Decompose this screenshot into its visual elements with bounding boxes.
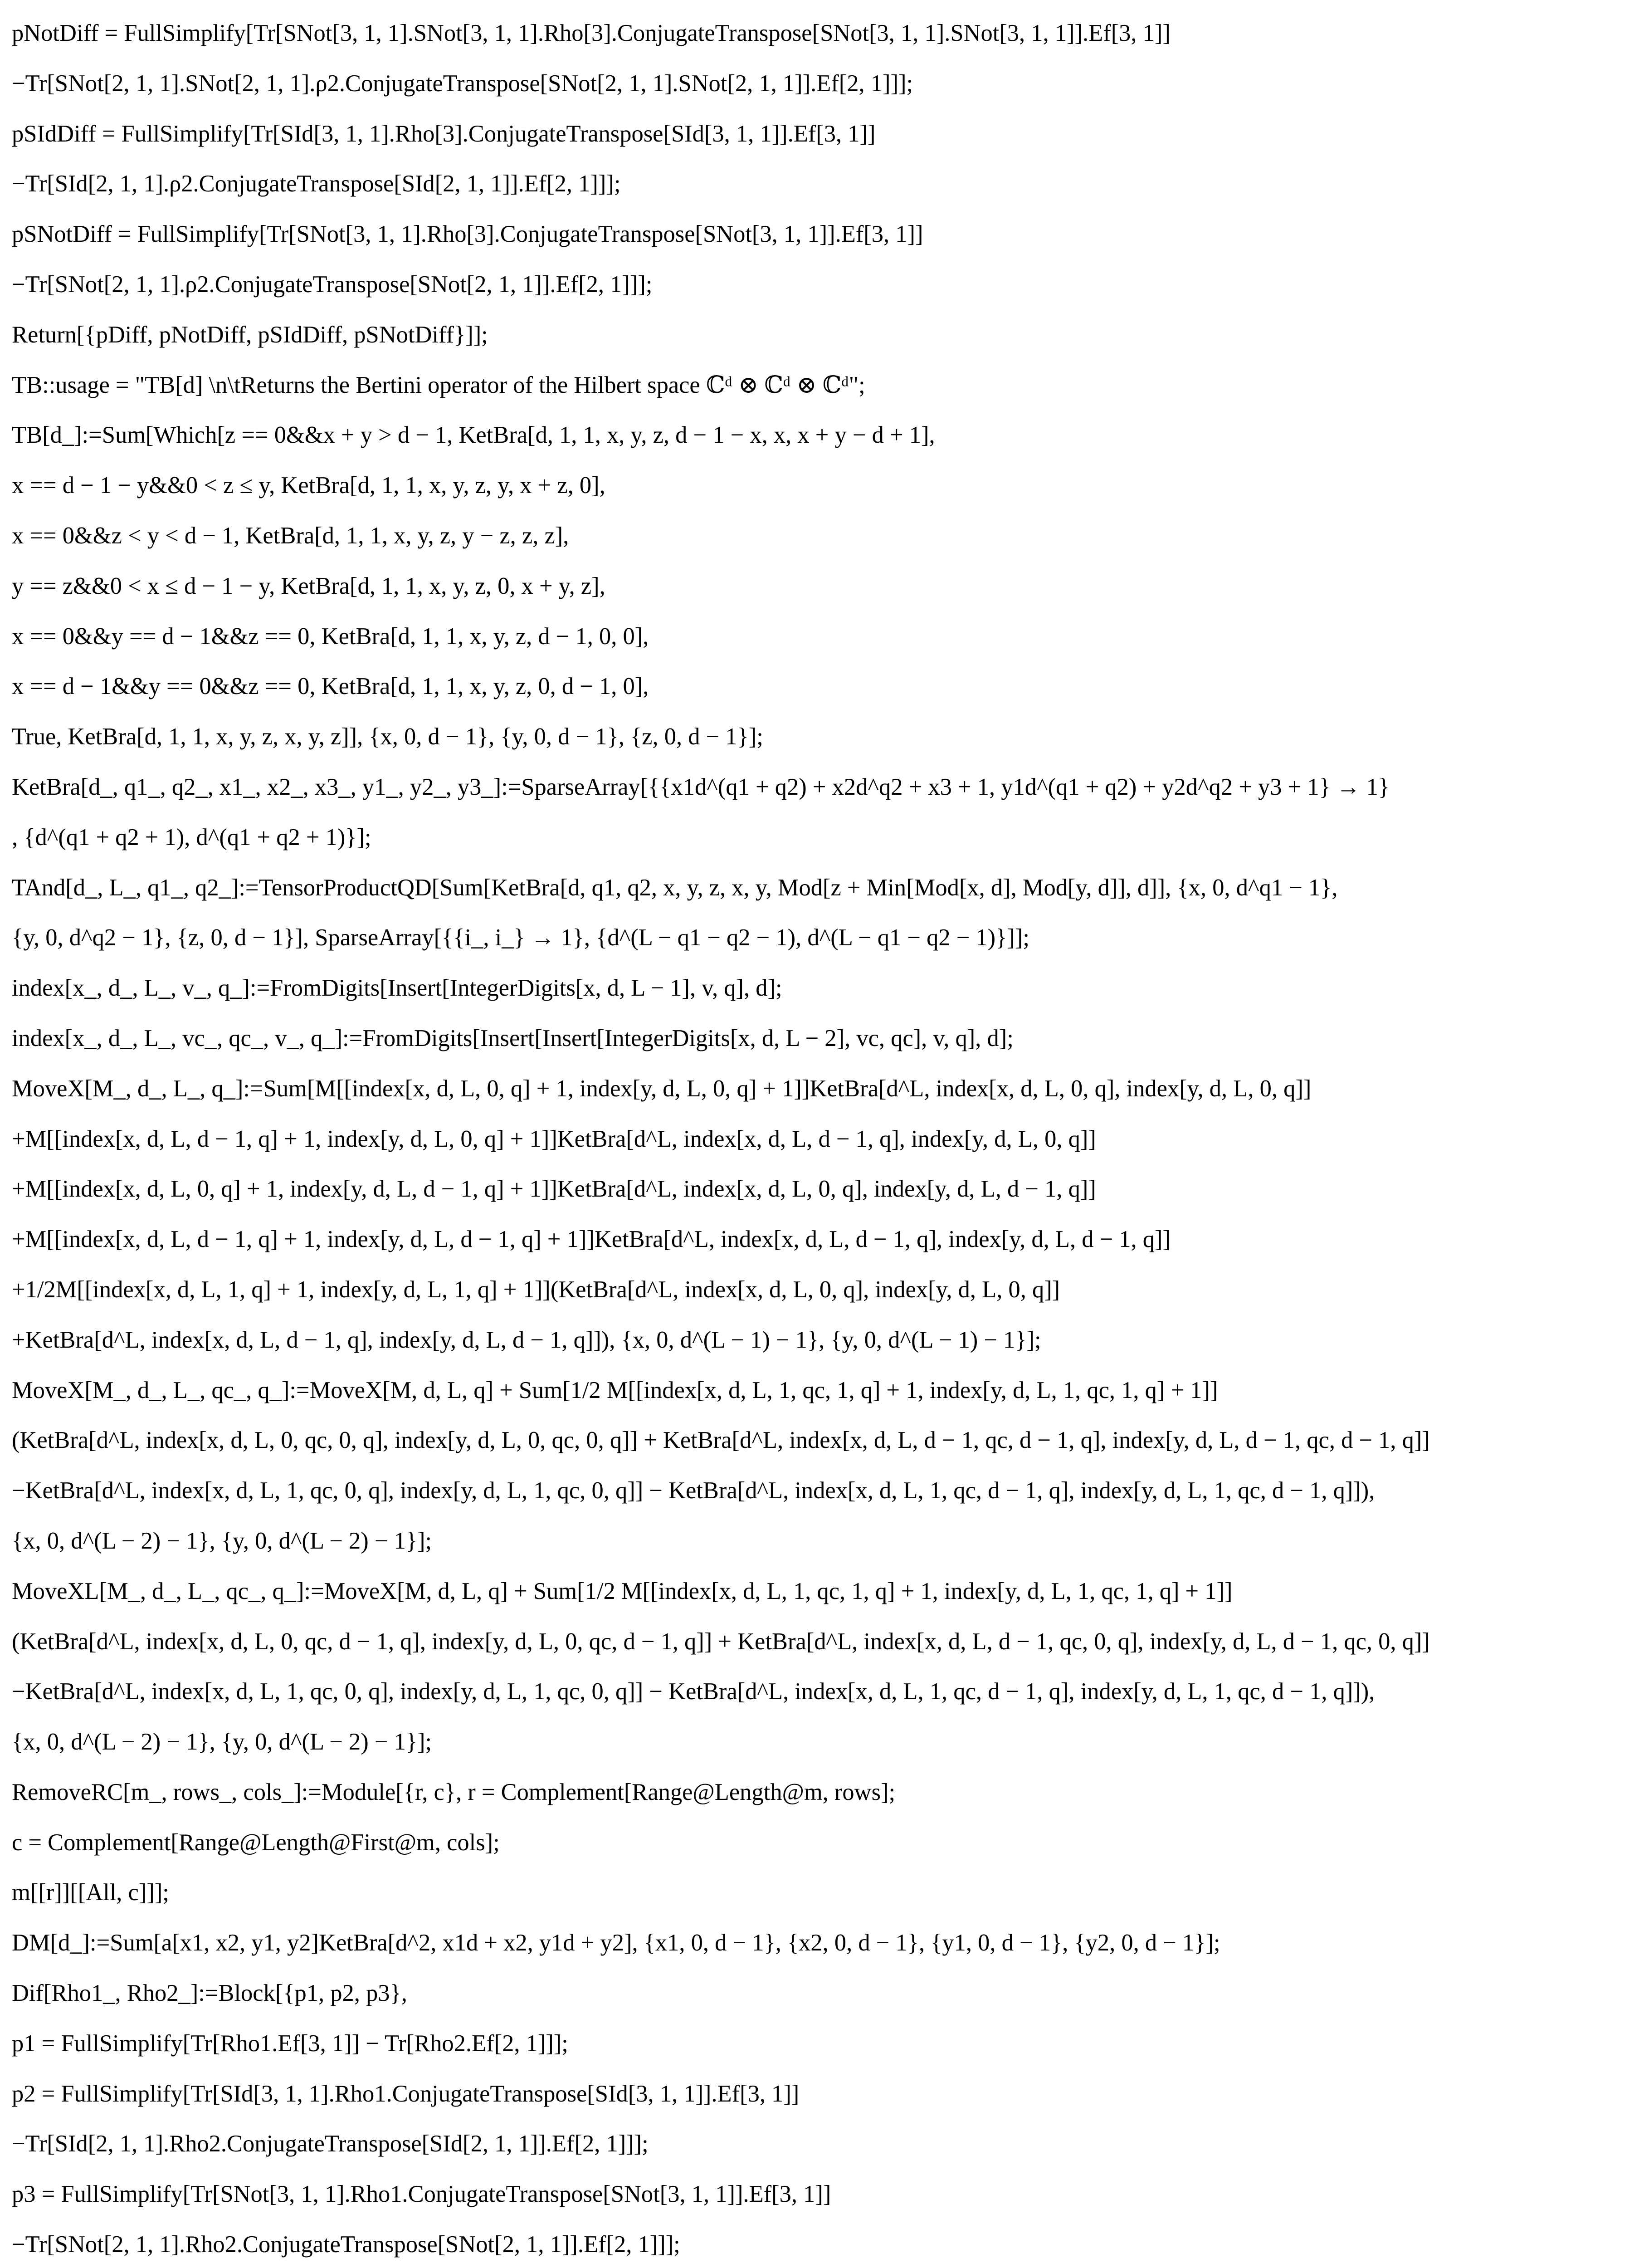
code-line: m[[r]][[All, c]]];	[12, 1879, 169, 1906]
code-line: DM[d_]:=Sum[a[x1, x2, y1, y2]KetBra[d^2, x1d + x2, y1d + y2], {x1, 0, d − 1}, {x2, 0, d − 1}, {y1, 0, d − 1}, {y2, 0, d − 1}];	[12, 1930, 1220, 1956]
code-line: Dif[Rho1_, Rho2_]:=Block[{p1, p2, p3},	[12, 1980, 407, 2007]
code-line: c = Complement[Range@Length@First@m, cols];	[12, 1829, 500, 1856]
code-line: Return[{pDiff, pNotDiff, pSIdDiff, pSNotDiff}]];	[12, 321, 488, 348]
code-line: +KetBra[d^L, index[x, d, L, d − 1, q], index[y, d, L, d − 1, q]]), {x, 0, d^(L − 1) − 1}, {y, 0, d^(L − 1) − 1}];	[12, 1326, 1041, 1353]
code-line: +1/2M[[index[x, d, L, 1, q] + 1, index[y, d, L, 1, q] + 1]](KetBra[d^L, index[x, d, L, 0, q], index[y, d, L, 0, q]]	[12, 1276, 1060, 1303]
code-line: MoveX[M_, d_, L_, q_]:=Sum[M[[index[x, d, L, 0, q] + 1, index[y, d, L, 0, q] + 1]]KetBra[d^L, index[x, d, L, 0, q], index[y, d, L, 0, q]]	[12, 1075, 1312, 1102]
code-line: pSNotDiff = FullSimplify[Tr[SNot[3, 1, 1].Rho[3].ConjugateTranspose[SNot[3, 1, 1]].Ef[3, 1]]	[12, 221, 923, 248]
code-line: x == 0&&y == d − 1&&z == 0, KetBra[d, 1, 1, x, y, z, d − 1, 0, 0],	[12, 623, 649, 650]
code-line: index[x_, d_, L_, v_, q_]:=FromDigits[Insert[IntegerDigits[x, d, L − 1], v, q], d];	[12, 975, 782, 1002]
code-line: True, KetBra[d, 1, 1, x, y, z, x, y, z]], {x, 0, d − 1}, {y, 0, d − 1}, {z, 0, d − 1}];	[12, 723, 763, 750]
code-line: p1 = FullSimplify[Tr[Rho1.Ef[3, 1]] − Tr[Rho2.Ef[2, 1]]];	[12, 2030, 568, 2057]
code-line: {y, 0, d^q2 − 1}, {z, 0, d − 1}], SparseArray[{{i_, i_} → 1}, {d^(L − q1 − q2 − 1), d^(L − q1 − q2 − 1)}]];	[12, 924, 1029, 951]
code-line: −KetBra[d^L, index[x, d, L, 1, qc, 0, q], index[y, d, L, 1, qc, 0, q]] − KetBra[d^L, index[x, d, L, 1, qc, d − 1, q], index[y, d, L, 1, qc, d − 1, q]]),	[12, 1477, 1375, 1504]
code-line: −Tr[SNot[2, 1, 1].Rho2.ConjugateTranspose[SNot[2, 1, 1]].Ef[2, 1]]];	[12, 2231, 680, 2258]
code-line: MoveXL[M_, d_, L_, qc_, q_]:=MoveX[M, d, L, q] + Sum[1/2 M[[index[x, d, L, 1, qc, 1, q] + 1, index[y, d, L, 1, qc, 1, q] + 1]]	[12, 1578, 1233, 1604]
code-line: −Tr[SId[2, 1, 1].Rho2.ConjugateTranspose[SId[2, 1, 1]].Ef[2, 1]]];	[12, 2131, 649, 2157]
code-line: −Tr[SNot[2, 1, 1].SNot[2, 1, 1].ρ2.ConjugateTranspose[SNot[2, 1, 1].SNot[2, 1, 1]].Ef[2, 1]]];	[12, 70, 913, 97]
code-line: x == d − 1 − y&&0 < z ≤ y, KetBra[d, 1, 1, x, y, z, y, x + z, 0],	[12, 472, 605, 499]
code-line: RemoveRC[m_, rows_, cols_]:=Module[{r, c}, r = Complement[Range@Length@m, rows];	[12, 1779, 896, 1805]
code-line: pSIdDiff = FullSimplify[Tr[SId[3, 1, 1].Rho[3].ConjugateTranspose[SId[3, 1, 1]].Ef[3, 1]]	[12, 120, 876, 147]
code-line: x == 0&&z < y < d − 1, KetBra[d, 1, 1, x, y, z, y − z, z, z],	[12, 522, 569, 549]
code-line: +M[[index[x, d, L, d − 1, q] + 1, index[y, d, L, 0, q] + 1]]KetBra[d^L, index[x, d, L, d − 1, q], index[y, d, L, 0, q]]	[12, 1125, 1096, 1152]
code-line: {x, 0, d^(L − 2) − 1}, {y, 0, d^(L − 2) − 1}];	[12, 1729, 432, 1755]
code-line: p2 = FullSimplify[Tr[SId[3, 1, 1].Rho1.ConjugateTranspose[SId[3, 1, 1]].Ef[3, 1]]	[12, 2080, 800, 2107]
code-line: (KetBra[d^L, index[x, d, L, 0, qc, d − 1, q], index[y, d, L, 0, qc, d − 1, q]] + KetBra[d^L, index[x, d, L, d − 1, qc, 0, q], index[y, d, L, d − 1, qc, 0, q]]	[12, 1628, 1430, 1655]
code-line: TAnd[d_, L_, q1_, q2_]:=TensorProductQD[Sum[KetBra[d, q1, q2, x, y, z, x, y, Mod[z + Min[Mod[x, d], Mod[y, d]], d]], {x, 0, d^q1 − 1},	[12, 874, 1338, 901]
code-line: +M[[index[x, d, L, d − 1, q] + 1, index[y, d, L, d − 1, q] + 1]]KetBra[d^L, index[x, d, L, d − 1, q], index[y, d, L, d − 1, q]]	[12, 1226, 1171, 1253]
code-line: y == z&&0 < x ≤ d − 1 − y, KetBra[d, 1, 1, x, y, z, 0, x + y, z],	[12, 572, 605, 599]
code-line: KetBra[d_, q1_, q2_, x1_, x2_, x3_, y1_, y2_, y3_]:=SparseArray[{{x1d^(q1 + q2) + x2d^q2 + x3 + 1, y1d^(q1 + q2) + y2d^q2 + y3 + 1} → 1}	[12, 773, 1390, 800]
code-line: p3 = FullSimplify[Tr[SNot[3, 1, 1].Rho1.ConjugateTranspose[SNot[3, 1, 1]].Ef[3, 1]]	[12, 2181, 831, 2208]
code-line: −Tr[SId[2, 1, 1].ρ2.ConjugateTranspose[SId[2, 1, 1]].Ef[2, 1]]];	[12, 171, 621, 197]
code-line: TB::usage = "TB[d] \n\tReturns the Bertini operator of the Hilbert space ℂᵈ ⊗ ℂᵈ ⊗ ℂᵈ";	[12, 371, 865, 398]
code-line: (KetBra[d^L, index[x, d, L, 0, qc, 0, q], index[y, d, L, 0, qc, 0, q]] + KetBra[d^L, index[x, d, L, d − 1, qc, d − 1, q], index[y, d, L, d − 1, qc, d − 1, q]]	[12, 1427, 1430, 1454]
code-line: −KetBra[d^L, index[x, d, L, 1, qc, 0, q], index[y, d, L, 1, qc, 0, q]] − KetBra[d^L, index[x, d, L, 1, qc, d − 1, q], index[y, d, L, 1, qc, d − 1, q]]),	[12, 1678, 1375, 1705]
code-line: +M[[index[x, d, L, 0, q] + 1, index[y, d, L, d − 1, q] + 1]]KetBra[d^L, index[x, d, L, 0, q], index[y, d, L, d − 1, q]]	[12, 1176, 1096, 1202]
code-line: x == d − 1&&y == 0&&z == 0, KetBra[d, 1, 1, x, y, z, 0, d − 1, 0],	[12, 673, 649, 700]
code-line: TB[d_]:=Sum[Which[z == 0&&x + y > d − 1, KetBra[d, 1, 1, x, y, z, d − 1 − x, x, x + y − d + 1],	[12, 422, 935, 449]
code-line: {x, 0, d^(L − 2) − 1}, {y, 0, d^(L − 2) − 1}];	[12, 1527, 432, 1554]
code-line: −Tr[SNot[2, 1, 1].ρ2.ConjugateTranspose[SNot[2, 1, 1]].Ef[2, 1]]];	[12, 271, 653, 298]
code-line: MoveX[M_, d_, L_, qc_, q_]:=MoveX[M, d, L, q] + Sum[1/2 M[[index[x, d, L, 1, qc, 1, q] + 1, index[y, d, L, 1, qc, 1, q] + 1]]	[12, 1377, 1218, 1403]
code-line: index[x_, d_, L_, vc_, qc_, v_, q_]:=FromDigits[Insert[Insert[IntegerDigits[x, d, L − 2], vc, qc], v, q], d];	[12, 1025, 1014, 1051]
code-line: pNotDiff = FullSimplify[Tr[SNot[3, 1, 1].SNot[3, 1, 1].Rho[3].ConjugateTranspose[SNot[3, 1, 1].SNot[3, 1, 1]].Ef[3, 1]]	[12, 20, 1171, 46]
code-line: , {d^(q1 + q2 + 1), d^(q1 + q2 + 1)}];	[12, 824, 371, 850]
